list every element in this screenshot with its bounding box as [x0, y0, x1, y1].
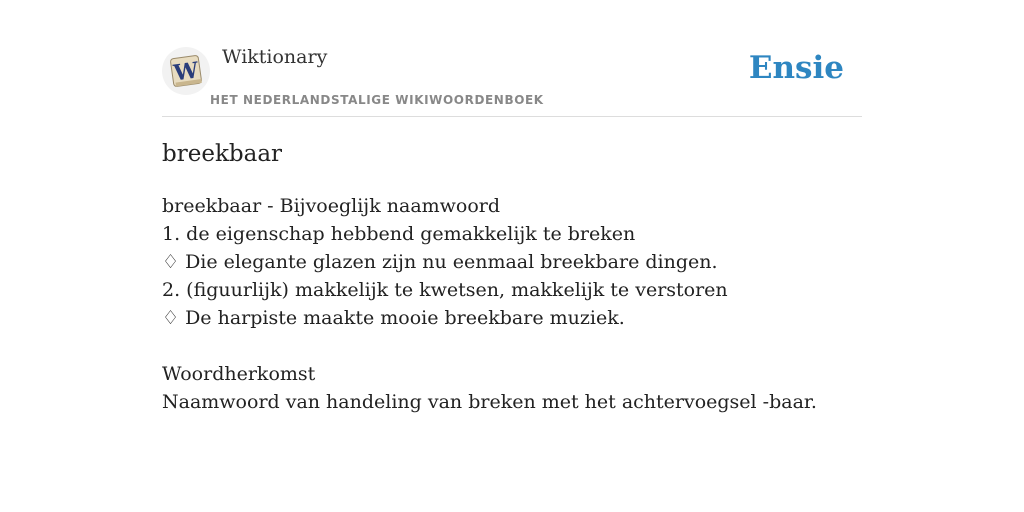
wiktionary-logo-icon[interactable] — [162, 47, 210, 95]
spacer — [162, 332, 862, 360]
entry-content — [162, 138, 862, 416]
etymology-text: Naamwoord van handeling van breken met het achtervoegsel -baar. — [162, 391, 817, 413]
example-1: ♢ Die elegante glazen zijn nu eenmaal breekbare dingen. — [162, 251, 718, 273]
sense-2: 2. (figuurlijk) makkelijk te kwetsen, makkelijk te verstoren — [162, 279, 728, 301]
site-header — [162, 40, 862, 117]
ensie-brand-link[interactable]: Ensie — [748, 50, 844, 86]
example-2: ♢ De harpiste maakte mooie breekbare muziek. — [162, 307, 625, 329]
entry-body — [162, 192, 862, 416]
site-name[interactable]: Wiktionary — [222, 46, 328, 68]
sense-1: 1. de eigenschap hebbend gemakkelijk te breken — [162, 223, 636, 245]
logo-letter: W — [172, 57, 201, 87]
site-tagline: HET NEDERLANDSTALIGE WIKIWOORDENBOEK — [210, 93, 544, 107]
page-title: breekbaar — [162, 141, 283, 167]
definition-header: breekbaar - Bijvoeglijk naamwoord — [162, 195, 501, 217]
etymology-heading: Woordherkomst — [162, 363, 316, 385]
